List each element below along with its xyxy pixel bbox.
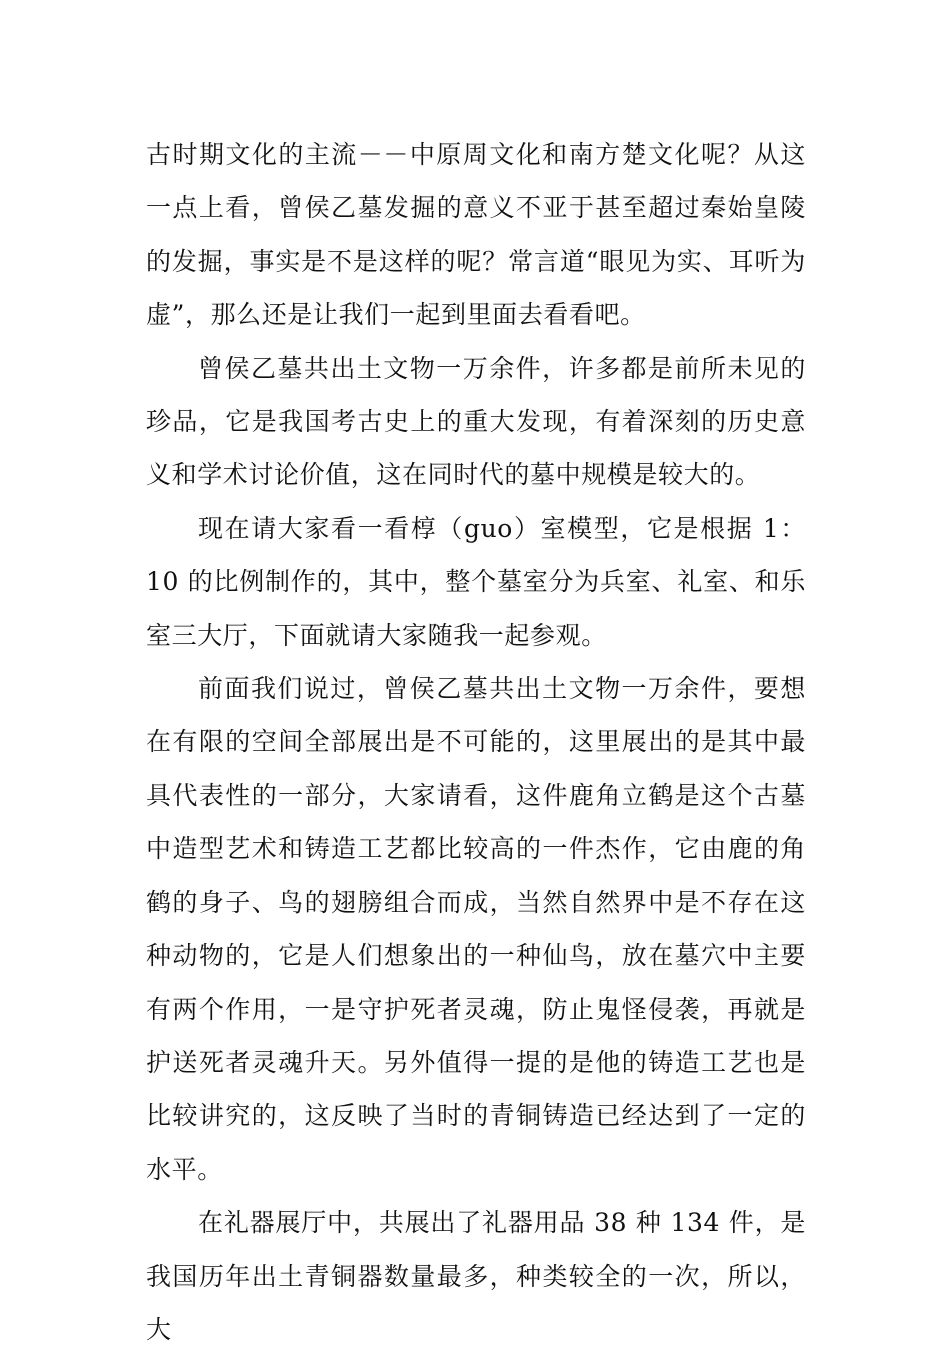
paragraph: 前面我们说过，曾侯乙墓共出土文物一万余件，要想在有限的空间全部展出是不可能的，这里展出的是其中最具代表性的一部分，大家请看，这件鹿角立鹤是这个古墓中造型艺术和铸造工艺都比较高的一件杰作，它由鹿的角鹤的身子、鸟的翅膀组合而成，当然自然界中是不存在这种动物的，它是人们想象出的一种仙鸟，放在墓穴中主要有两个作用，一是守护死者灵魂，防止鬼怪侵袭，再就是护送死者灵魂升天。另外值得一提的是他的铸造工艺也是比较讲究的，这反映了当时的青铜铸造已经达到了一定的水平。 [146, 674, 806, 1184]
paragraph-continued: 古时期文化的主流－－中原周文化和南方楚文化呢？从这一点上看，曾侯乙墓发掘的意义不亚于甚至超过秦始皇陵的发掘，事实是不是这样的呢？常言道“眼见为实、耳听为虚”，那么还是让我们一起到里面去看看吧。 [146, 140, 806, 330]
paragraph: 现在请大家看一看椁（guo）室模型，它是根据 1：10 的比例制作的，其中，整个墓室分为兵室、礼室、和乐室三大厅，下面就请大家随我一起参观。 [146, 513, 806, 650]
document-body [146, 128, 806, 1356]
paragraph: 曾侯乙墓共出土文物一万余件，许多都是前所未见的珍品，它是我国考古史上的重大发现，有着深刻的历史意义和学术讨论价值，这在同时代的墓中规模是较大的。 [146, 353, 806, 490]
paragraph: 在礼器展厅中，共展出了礼器用品 38 种 134 件，是我国历年出土青铜器数量最多，种类较全的一次，所以，大 [146, 1208, 806, 1344]
